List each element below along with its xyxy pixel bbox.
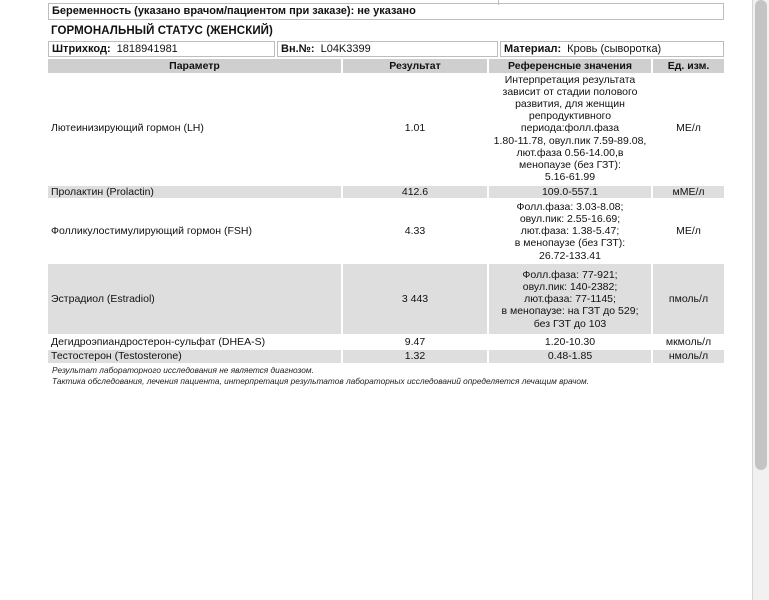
reference-line: овул.пик: 140-2382;: [522, 280, 618, 293]
parameter-name: Дегидроэпиандростерон-сульфат (DHEA-S): [48, 335, 342, 349]
table-header-row: [48, 59, 724, 73]
material-label: Материал:: [504, 43, 562, 55]
table-row: [48, 199, 724, 263]
header-result: Результат: [342, 59, 488, 73]
result-value: 3 443: [342, 263, 488, 335]
reference-range: [488, 349, 652, 363]
result-value: 412.6: [342, 185, 488, 199]
unit: нмоль/л: [652, 349, 724, 363]
barcode-cell: [48, 41, 275, 57]
report-notes: [52, 365, 589, 387]
result-value: 9.47: [342, 335, 488, 349]
header-parameter: Параметр: [48, 59, 342, 73]
reference-line: в менопаузе: на ГЗТ до 529;: [501, 305, 639, 318]
note-diagnosis: Результат лабораторного исследования не является диагнозом.: [52, 365, 314, 375]
result-value: 1.32: [342, 349, 488, 363]
reference-line: 0.48-1.85: [547, 350, 593, 363]
internal-number-cell: [277, 41, 498, 57]
unit: пмоль/л: [652, 263, 724, 335]
reference-line: 1.20-10.30: [544, 336, 596, 349]
barcode-value: 1818941981: [116, 43, 178, 55]
note-physician: Тактика обследования, лечения пациента, интерпретация результатов лабораторных исследований определяется лечащим врачом.: [52, 376, 590, 386]
parameter-name: Фолликулостимулирующий гормон (FSH): [48, 199, 342, 263]
reference-range: [488, 335, 652, 349]
reference-range: [488, 185, 652, 199]
section-title: ГОРМОНАЛЬНЫЙ СТАТУС (ЖЕНСКИЙ): [51, 25, 273, 37]
table-row: [48, 349, 724, 363]
unit: МЕ/л: [652, 73, 724, 185]
scrollbar-thumb[interactable]: [755, 0, 767, 470]
material-value: Кровь (сыворотка): [567, 43, 662, 55]
reference-line: лют.фаза 0.56-14.00,в: [516, 146, 624, 159]
reference-line: лют.фаза: 1.38-5.47;: [520, 225, 620, 238]
parameter-name: Лютеинизирующий гормон (LH): [48, 73, 342, 185]
result-value: 4.33: [342, 199, 488, 263]
reference-line: овул.пик: 2.55-16.69;: [519, 212, 621, 225]
header-unit: Ед. изм.: [652, 59, 724, 73]
reference-line: без ГЗТ до 103: [533, 317, 607, 330]
reference-line: развития, для женщин: [515, 97, 625, 110]
unit: МЕ/л: [652, 199, 724, 263]
pregnancy-status-text: Беременность (указано врачом/пациентом при заказе): не указано: [52, 5, 416, 17]
reference-line: Фолл.фаза: 3.03-8.08;: [516, 200, 624, 213]
vertical-scrollbar[interactable]: [752, 0, 769, 600]
reference-line: в менопаузе (без ГЗТ):: [514, 237, 626, 250]
reference-line: 5.16-61.99: [544, 171, 596, 184]
reference-line: зависит от стадии полового: [502, 85, 638, 98]
reference-line: 26.72-133.41: [539, 249, 601, 262]
table-row: [48, 263, 724, 335]
header-reference: Референсные значения: [488, 59, 652, 73]
table-row: [48, 73, 724, 185]
reference-line: репродуктивного: [528, 110, 612, 123]
result-value: 1.01: [342, 73, 488, 185]
material-cell: [500, 41, 724, 57]
sample-info-row: [48, 41, 724, 57]
reference-range: [488, 199, 652, 263]
reference-range: [488, 73, 652, 185]
unit: мкмоль/л: [652, 335, 724, 349]
reference-line: Фолл.фаза: 77-921;: [522, 268, 618, 281]
reference-line: лют.фаза: 77-1145;: [524, 293, 616, 306]
pregnancy-status: [48, 3, 724, 20]
reference-line: Интерпретация результата: [504, 73, 636, 86]
divider: [498, 0, 499, 5]
table-row: [48, 185, 724, 199]
table-row: [48, 335, 724, 349]
results-table: [48, 59, 724, 365]
reference-line: 109.0-557.1: [541, 186, 599, 198]
reference-line: 1.80-11.78, овул.пик 7.59-89.08,: [493, 134, 647, 147]
parameter-name: Эстрадиол (Estradiol): [48, 263, 342, 335]
reference-line: периода:фолл.фаза: [520, 122, 620, 135]
reference-range: [488, 263, 652, 335]
internal-number-value: L04K3399: [320, 43, 371, 55]
internal-number-label: Вн.№:: [281, 43, 315, 55]
parameter-name: Тестостерон (Testosterone): [48, 349, 342, 363]
parameter-name: Пролактин (Prolactin): [48, 185, 342, 199]
reference-line: менопаузе (без ГЗТ):: [519, 159, 621, 171]
barcode-label: Штрихкод:: [52, 43, 111, 55]
unit: мМЕ/л: [652, 185, 724, 199]
